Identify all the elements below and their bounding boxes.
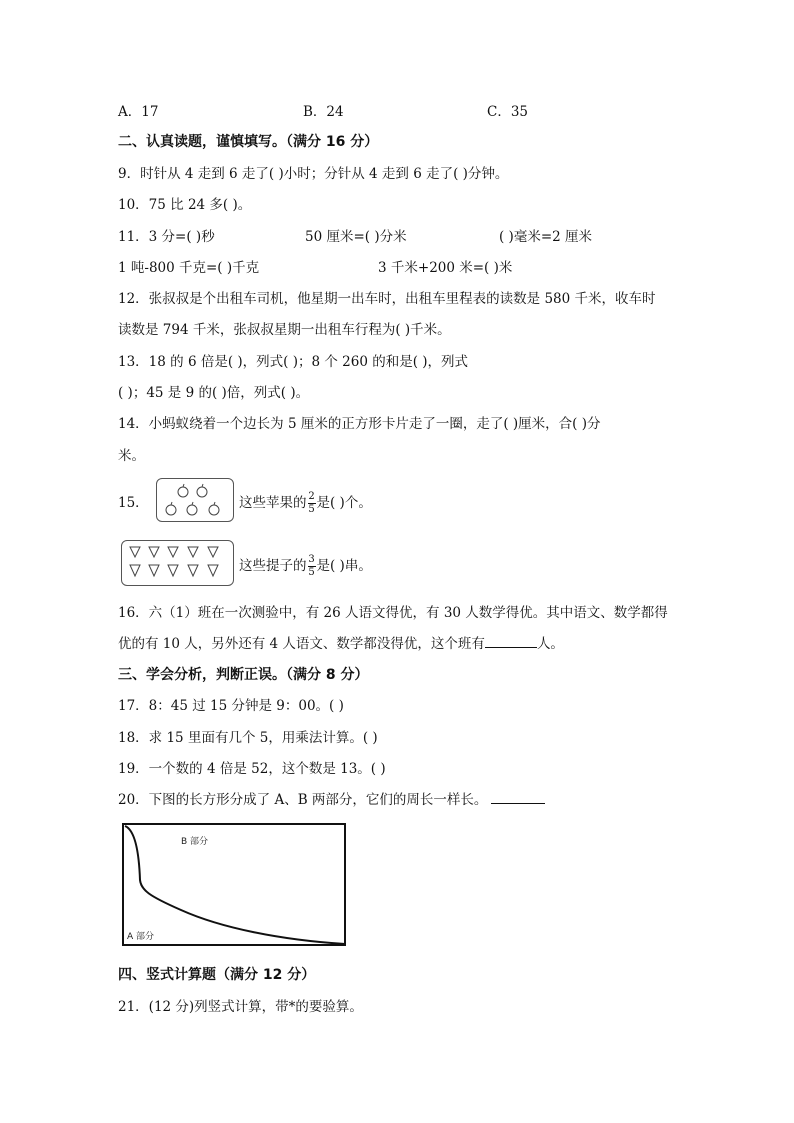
fraction-3-5: $\frac{3}{5}$	[308, 554, 315, 578]
question-11-a: 11．3 分=( )秒	[118, 229, 215, 245]
apples-text-post: 是( )个。	[316, 495, 372, 511]
question-16-line1: 16．六（1）班在一次测验中，有 26 人语文得优，有 30 人数学得优。其中语文、数学都得	[118, 605, 668, 621]
question-21: 21．(12 分)列竖式计算，带*的要验算。	[118, 999, 363, 1015]
section-3-title: 三、学会分析，判断正误。（满分 8 分）	[118, 667, 369, 683]
option-b: B．24	[303, 104, 344, 120]
grapes-text-pre: 这些提子的	[239, 558, 307, 574]
apples-text-pre: 这些苹果的	[239, 495, 307, 511]
question-12-line2: 读数是 794 千米，张叔叔星期一出租车行程为( )千米。	[118, 322, 451, 338]
question-14-line2: 米。	[118, 448, 145, 464]
question-10: 10．75 比 24 多( )。	[118, 197, 252, 213]
fraction-2-5: $\frac{2}{5}$	[308, 491, 315, 515]
question-15-apples	[239, 492, 372, 515]
answer-blank[interactable]	[485, 635, 537, 648]
question-12-line1: 12．张叔叔是个出租车司机，他星期一出车时，出租车里程表的读数是 580 千米，收车时	[118, 291, 656, 307]
option-c: C．35	[487, 104, 529, 120]
question-19: 19．一个数的 4 倍是 52，这个数是 13。( )	[118, 761, 386, 777]
question-11-b: 50 厘米=( )分米	[305, 229, 407, 245]
grape-icon	[122, 541, 233, 585]
question-14-line1: 14．小蚂蚁绕着一个边长为 5 厘米的正方形卡片走了一圈，走了( )厘米，合( )分	[118, 416, 601, 432]
question-20: 20．下图的长方形分成了 A、B 两部分，它们的周长一样长。	[118, 791, 545, 809]
apples-image	[156, 478, 234, 522]
question-15-label: 15．	[118, 495, 149, 511]
label-b: B 部分	[181, 837, 209, 847]
question-9: 9．时针从 4 走到 6 走了( )小时；分针从 4 走到 6 走了( )分钟。	[118, 166, 509, 182]
option-a: A．17	[118, 104, 159, 120]
label-a: A 部分	[127, 932, 155, 942]
question-16-line2: 优的有 10 人，另外还有 4 人语文、数学都没得优，这个班有 人。	[118, 636, 564, 652]
question-17: 17．8：45 过 15 分钟是 9：00。( )	[118, 698, 344, 714]
grapes-text-post: 是( )串。	[316, 558, 372, 574]
section-2-title: 二、认真读题，谨慎填写。（满分 16 分）	[118, 134, 379, 150]
section-4-title: 四、竖式计算题（满分 12 分）	[118, 967, 316, 983]
question-13-line2: ( )；45 是 9 的( )倍，列式( )。	[118, 385, 310, 401]
answer-blank-20[interactable]	[491, 791, 545, 804]
apple-icon	[157, 479, 233, 521]
question-15-grapes	[239, 555, 372, 578]
question-11-d: 1 吨-800 千克=( )千克	[118, 260, 260, 276]
question-11-e: 3 千米+200 米=( )米	[378, 260, 513, 276]
question-18: 18．求 15 里面有几个 5，用乘法计算。( )	[118, 730, 378, 746]
question-11-c: ( )毫米=2 厘米	[499, 229, 593, 245]
rectangle-figure	[121, 822, 349, 948]
grapes-image	[121, 540, 234, 586]
question-13-line1: 13．18 的 6 倍是( )，列式( )；8 个 260 的和是( )，列式	[118, 354, 469, 370]
